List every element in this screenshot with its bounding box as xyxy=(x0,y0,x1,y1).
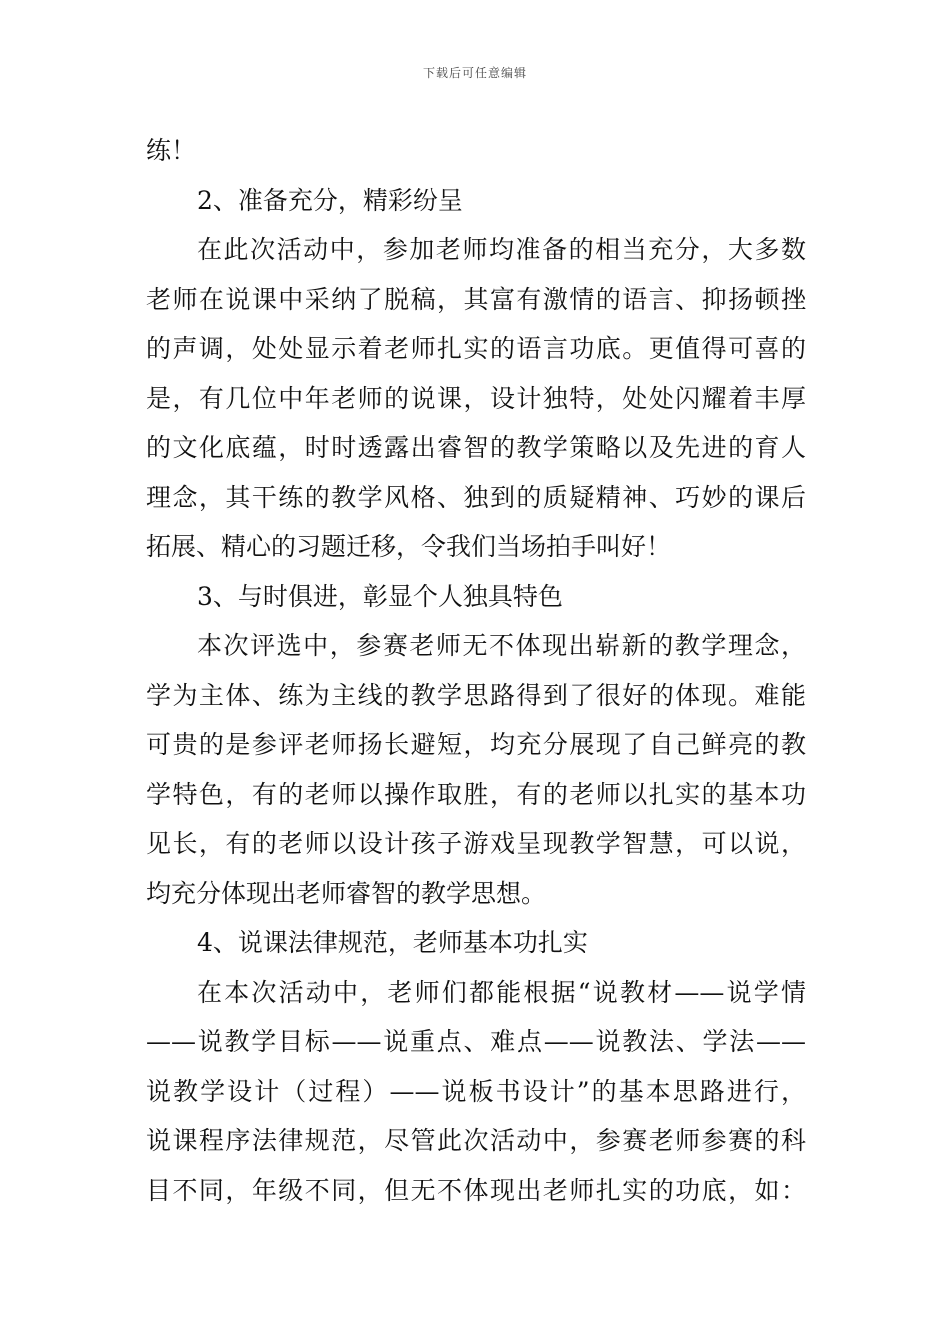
paragraph-line: 拓展、精心的习题迁移，令我们当场拍手叫好！ xyxy=(146,532,672,561)
paragraph-line: 本次评选中，参赛老师无不体现出崭新的教学理念， xyxy=(197,631,806,660)
paragraph-line: 理念，其干练的教学风格、独到的质疑精神、巧妙的课后 xyxy=(146,482,806,512)
paragraph-line: 是，有几位中年老师的说课，设计独特，处处闪耀着丰厚 xyxy=(146,383,806,413)
paragraph-line: 的声调，处处显示着老师扎实的语言功底。更值得可喜的 xyxy=(146,334,806,363)
paragraph-line: 可贵的是参评老师扬长避短，均充分展现了自己鲜亮的教 xyxy=(146,730,806,759)
page-header: 下载后可任意编辑 xyxy=(422,66,527,80)
paragraph-line: 说教学设计（过程）——说板书设计”的基本思路进行， xyxy=(146,1076,806,1106)
document-body xyxy=(146,126,806,1215)
text-line: 练！ xyxy=(146,136,197,165)
paragraph-line: 的文化底蕴，时时透露出睿智的教学策略以及先进的育人 xyxy=(146,433,806,462)
section-heading: 2、准备充分，精彩纷呈 xyxy=(197,185,463,215)
paragraph-line: 老师在说课中采纳了脱稿，其富有激情的语言、抑扬顿挫 xyxy=(146,284,806,314)
paragraph-line: 说课程序法律规范，尽管此次活动中，参赛老师参赛的科 xyxy=(146,1126,806,1155)
paragraph-line: 学特色，有的老师以操作取胜，有的老师以扎实的基本功 xyxy=(146,779,806,809)
paragraph-line: 均充分体现出老师睿智的教学思想。 xyxy=(146,878,547,908)
section-heading: 4、说课法律规范，老师基本功扎实 xyxy=(197,928,588,957)
section-heading: 3、与时俱进，彰显个人独具特色 xyxy=(197,581,563,611)
paragraph-line: 在此次活动中，参加老师均准备的相当充分，大多数 xyxy=(197,235,806,264)
paragraph-line: 目不同，年级不同，但无不体现出老师扎实的功底，如： xyxy=(146,1175,806,1205)
paragraph-line: 在本次活动中，老师们都能根据“说教材——说学情 xyxy=(197,977,806,1007)
paragraph-line: 见长，有的老师以设计孩子游戏呈现教学智慧，可以说， xyxy=(146,829,806,858)
paragraph-line: ——说教学目标——说重点、难点——说教法、学法—— xyxy=(146,1027,806,1056)
paragraph-line: 学为主体、练为主线的教学思路得到了很好的体现。难能 xyxy=(146,680,806,710)
